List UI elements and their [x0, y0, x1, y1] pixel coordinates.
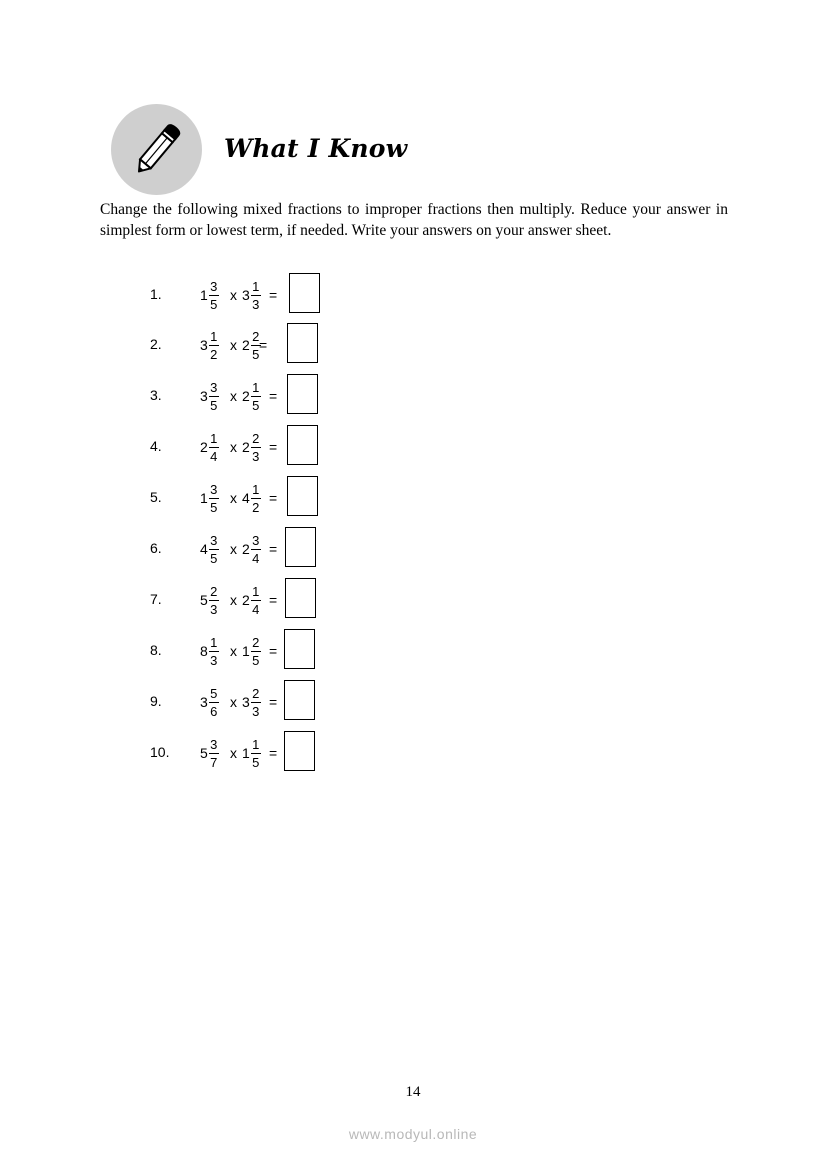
- problem-item: [0, 730, 826, 776]
- mixed-number-a: [200, 424, 219, 470]
- mixed-number-b: [242, 526, 261, 572]
- fraction: [209, 380, 219, 413]
- mixed-number-b: [242, 628, 261, 674]
- numerator: 2: [252, 328, 260, 344]
- numerator: 2: [252, 685, 260, 701]
- multiply-sign: x: [230, 337, 237, 353]
- numerator: 2: [252, 634, 260, 650]
- numerator: 3: [210, 736, 218, 752]
- numerator: 3: [210, 481, 218, 497]
- problem-number: 3.: [150, 387, 162, 403]
- problem-item: [0, 322, 826, 368]
- mixed-number-b: [242, 475, 261, 521]
- problem-number: 1.: [150, 286, 162, 302]
- fraction: [251, 686, 261, 719]
- whole-part: 1: [200, 287, 208, 303]
- answer-box[interactable]: [284, 629, 315, 669]
- numerator: 1: [252, 481, 260, 497]
- denominator: 4: [210, 448, 218, 464]
- answer-box[interactable]: [285, 527, 316, 567]
- denominator: 5: [252, 397, 260, 413]
- denominator: 6: [210, 703, 218, 719]
- problem-number: 2.: [150, 336, 162, 352]
- whole-part: 1: [242, 643, 250, 659]
- answer-box[interactable]: [287, 476, 318, 516]
- answer-box[interactable]: [287, 374, 318, 414]
- whole-part: 2: [242, 592, 250, 608]
- mixed-number-b: [242, 373, 261, 419]
- whole-part: 4: [242, 490, 250, 506]
- mixed-number-b: [242, 322, 261, 368]
- pencil-icon: [125, 118, 189, 182]
- denominator: 2: [252, 499, 260, 515]
- section-title: What I Know: [224, 134, 408, 163]
- numerator: 1: [210, 328, 218, 344]
- denominator: 2: [210, 346, 218, 362]
- mixed-number-a: [200, 730, 219, 776]
- answer-box[interactable]: [287, 323, 318, 363]
- denominator: 3: [210, 652, 218, 668]
- multiply-sign: x: [230, 745, 237, 761]
- pencil-badge: [111, 104, 202, 195]
- equals-sign: =: [269, 490, 278, 506]
- mixed-number-a: [200, 475, 219, 521]
- whole-part: 4: [200, 541, 208, 557]
- fraction: [251, 380, 261, 413]
- multiply-sign: x: [230, 439, 237, 455]
- problem-item: [0, 475, 826, 521]
- denominator: 3: [252, 448, 260, 464]
- answer-box[interactable]: [284, 680, 315, 720]
- multiply-sign: x: [230, 490, 237, 506]
- fraction: [209, 533, 219, 566]
- whole-part: 2: [242, 337, 250, 353]
- problem-item: [0, 424, 826, 470]
- fraction: [251, 635, 261, 668]
- problem-item: [0, 577, 826, 623]
- mixed-number-a: [200, 577, 219, 623]
- mixed-number-b: [242, 679, 261, 725]
- fraction: [251, 533, 261, 566]
- fraction: [251, 584, 261, 617]
- numerator: 3: [252, 532, 260, 548]
- mixed-number-b: [242, 730, 261, 776]
- denominator: 7: [210, 754, 218, 770]
- mixed-number-b: [242, 424, 261, 470]
- multiply-sign: x: [230, 592, 237, 608]
- mixed-number-a: [200, 322, 219, 368]
- mixed-number-a: [200, 526, 219, 572]
- denominator: 5: [252, 346, 260, 362]
- equals-sign: =: [269, 694, 278, 710]
- equals-sign: =: [269, 439, 278, 455]
- problem-item: [0, 272, 826, 318]
- fraction: [209, 686, 219, 719]
- problem-number: 4.: [150, 438, 162, 454]
- problem-item: [0, 373, 826, 419]
- answer-box[interactable]: [285, 578, 316, 618]
- problem-number: 8.: [150, 642, 162, 658]
- numerator: 1: [210, 634, 218, 650]
- whole-part: 2: [242, 439, 250, 455]
- whole-part: 3: [200, 694, 208, 710]
- numerator: 2: [252, 430, 260, 446]
- numerator: 3: [210, 532, 218, 548]
- denominator: 5: [210, 296, 218, 312]
- mixed-number-a: [200, 628, 219, 674]
- multiply-sign: x: [230, 388, 237, 404]
- mixed-number-b: [242, 272, 261, 318]
- denominator: 5: [210, 550, 218, 566]
- problem-number: 10.: [150, 744, 170, 760]
- answer-box[interactable]: [284, 731, 315, 771]
- whole-part: 5: [200, 592, 208, 608]
- numerator: 1: [252, 736, 260, 752]
- fraction: [251, 737, 261, 770]
- equals-sign: =: [269, 592, 278, 608]
- whole-part: 3: [242, 694, 250, 710]
- whole-part: 3: [200, 337, 208, 353]
- denominator: 5: [210, 397, 218, 413]
- equals-sign: =: [259, 337, 268, 353]
- mixed-number-a: [200, 373, 219, 419]
- mixed-number-a: [200, 679, 219, 725]
- instructions-paragraph: Change the following mixed fractions to improper fractions then multiply. Reduce your answer in simplest form or lowest term, if needed. Write your answers on your answer sheet.: [100, 201, 728, 239]
- whole-part: 5: [200, 745, 208, 761]
- numerator: 3: [210, 379, 218, 395]
- denominator: 5: [210, 499, 218, 515]
- whole-part: 3: [242, 287, 250, 303]
- answer-box[interactable]: [287, 425, 318, 465]
- denominator: 4: [252, 550, 260, 566]
- whole-part: 1: [200, 490, 208, 506]
- numerator: 2: [210, 583, 218, 599]
- numerator: 1: [210, 430, 218, 446]
- problem-item: [0, 526, 826, 572]
- multiply-sign: x: [230, 287, 237, 303]
- denominator: 5: [252, 652, 260, 668]
- mixed-number-b: [242, 577, 261, 623]
- multiply-sign: x: [230, 694, 237, 710]
- fraction: [251, 279, 261, 312]
- whole-part: 3: [200, 388, 208, 404]
- whole-part: 2: [242, 388, 250, 404]
- whole-part: 2: [242, 541, 250, 557]
- fraction: [209, 329, 219, 362]
- problem-item: [0, 628, 826, 674]
- problem-number: 5.: [150, 489, 162, 505]
- multiply-sign: x: [230, 643, 237, 659]
- fraction: [209, 431, 219, 464]
- problem-item: [0, 679, 826, 725]
- whole-part: 8: [200, 643, 208, 659]
- fraction: [209, 584, 219, 617]
- mixed-number-a: [200, 272, 219, 318]
- fraction: [209, 635, 219, 668]
- equals-sign: =: [269, 541, 278, 557]
- equals-sign: =: [269, 643, 278, 659]
- equals-sign: =: [269, 388, 278, 404]
- numerator: 1: [252, 583, 260, 599]
- fraction: [209, 279, 219, 312]
- numerator: 1: [252, 379, 260, 395]
- equals-sign: =: [269, 745, 278, 761]
- fraction: [209, 737, 219, 770]
- denominator: 3: [252, 296, 260, 312]
- numerator: 3: [210, 278, 218, 294]
- problem-number: 6.: [150, 540, 162, 556]
- problem-number: 9.: [150, 693, 162, 709]
- numerator: 5: [210, 685, 218, 701]
- fraction: [251, 431, 261, 464]
- fraction: [209, 482, 219, 515]
- multiply-sign: x: [230, 541, 237, 557]
- denominator: 3: [252, 703, 260, 719]
- watermark: www.modyul.online: [348, 1126, 478, 1142]
- denominator: 5: [252, 754, 260, 770]
- denominator: 3: [210, 601, 218, 617]
- whole-part: 1: [242, 745, 250, 761]
- answer-box[interactable]: [289, 273, 320, 313]
- page-number: 14: [405, 1084, 421, 1100]
- whole-part: 2: [200, 439, 208, 455]
- problem-number: 7.: [150, 591, 162, 607]
- equals-sign: =: [269, 287, 278, 303]
- denominator: 4: [252, 601, 260, 617]
- fraction: [251, 482, 261, 515]
- numerator: 1: [252, 278, 260, 294]
